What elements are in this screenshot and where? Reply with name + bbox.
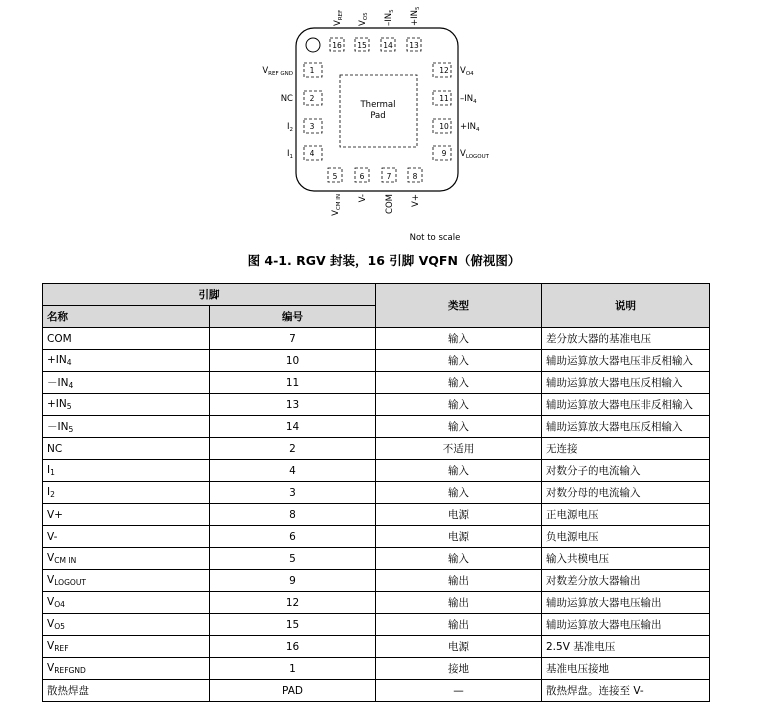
pin-name-cell — [43, 328, 210, 350]
pin-name-cell — [43, 526, 210, 548]
pin-label-left: $I_1$ — [286, 149, 293, 160]
table-header-row — [43, 284, 710, 306]
pin-description-cell: 基准电压接地 — [542, 658, 710, 680]
table-row — [43, 636, 710, 658]
pin-description-cell: 2.5V 基准电压 — [542, 636, 710, 658]
pin-description-cell: 辅助运算放大器电压反相输入 — [542, 372, 710, 394]
pin-label-bottom: $V_{CM IN}$ — [331, 194, 342, 216]
pin-label-top: $-IN_5$ — [384, 9, 395, 26]
pin-name: V — [47, 596, 55, 609]
pin-type-cell: 输入 — [376, 548, 542, 570]
pin-label-left: $I_2$ — [286, 122, 293, 133]
pin-type-cell: 输入 — [376, 416, 542, 438]
pin-label-right: $V_{LOGOUT}$ — [460, 149, 490, 160]
pin-number: 5 — [332, 172, 338, 181]
scale-note: Not to scale — [409, 233, 461, 243]
pin-name: V — [47, 552, 55, 565]
pin-number-cell: 13 — [210, 394, 376, 416]
pin-name-cell — [43, 460, 210, 482]
pin-type-cell: 输入 — [376, 328, 542, 350]
pin-name-cell — [43, 438, 210, 460]
pin-name-subscript: 2 — [50, 489, 55, 499]
pin-number-cell: 11 — [210, 372, 376, 394]
pin-label-top: $V_{REF}$ — [333, 9, 344, 26]
pin-number-cell: 1 — [210, 658, 376, 680]
pin-description-cell: 辅助运算放大器电压输出 — [542, 614, 710, 636]
pin-type-cell: 电源 — [376, 636, 542, 658]
pin-name-subscript: O5 — [54, 621, 65, 631]
pin-name-cell — [43, 350, 210, 372]
pin-name-subscript: 1 — [50, 467, 55, 477]
header-description: 说明 — [542, 284, 710, 328]
pin-name: V — [47, 662, 55, 675]
pin-name-cell — [43, 680, 210, 702]
table-row — [43, 504, 710, 526]
pin-description-cell: 辅助运算放大器电压非反相输入 — [542, 394, 710, 416]
table-row — [43, 658, 710, 680]
pin-number: 15 — [357, 41, 367, 50]
pin-number-cell: 9 — [210, 570, 376, 592]
pin-number-cell: 7 — [210, 328, 376, 350]
pin-number-cell: 4 — [210, 460, 376, 482]
pin-name-cell — [43, 372, 210, 394]
pin-label-top: $V_{O5}$ — [358, 12, 369, 26]
table-row — [43, 548, 710, 570]
pin-name: －IN — [47, 421, 69, 433]
pin-number-cell: PAD — [210, 680, 376, 702]
pin-name-subscript: REFGND — [54, 665, 86, 675]
thermal-pad-label: Thermal — [360, 100, 396, 110]
table-row — [43, 372, 710, 394]
pin-name-subscript: CM IN — [54, 555, 77, 565]
pin-description-cell: 对数分子的电流输入 — [542, 460, 710, 482]
pin-number: 6 — [359, 172, 365, 181]
pin-number-cell: 5 — [210, 548, 376, 570]
pin-label-bottom: COM — [385, 194, 395, 214]
pin1-marker — [306, 38, 320, 52]
pin-name: 散热焊盘 — [47, 685, 89, 697]
pin-number-cell: 6 — [210, 526, 376, 548]
pin-description-cell: 无连接 — [542, 438, 710, 460]
pin-name: NC — [47, 442, 63, 455]
pin-number: 4 — [309, 149, 315, 158]
table-row — [43, 592, 710, 614]
pin-name: V- — [47, 530, 58, 543]
pin-number-cell: 10 — [210, 350, 376, 372]
pin-name-cell — [43, 548, 210, 570]
pin-number-cell: 8 — [210, 504, 376, 526]
pin-type-cell: 输出 — [376, 614, 542, 636]
header-number: 编号 — [210, 306, 376, 328]
table-row — [43, 526, 710, 548]
header-name: 名称 — [43, 306, 210, 328]
table-row — [43, 680, 710, 702]
pin-label-bottom: V- — [358, 194, 368, 203]
pin-name: V+ — [47, 508, 63, 521]
table-row — [43, 394, 710, 416]
pin-description-cell: 对数分母的电流输入 — [542, 482, 710, 504]
header-type: 类型 — [376, 284, 542, 328]
pin-number: 10 — [439, 122, 449, 131]
pin-description-cell: 辅助运算放大器电压非反相输入 — [542, 350, 710, 372]
pin-type-cell: 输出 — [376, 570, 542, 592]
pin-description-cell: 散热焊盘。连接至 V- — [542, 680, 710, 702]
pin-label-right: $V_{O4}$ — [460, 66, 474, 77]
pin-description-cell: 差分放大器的基准电压 — [542, 328, 710, 350]
pin-label-bottom: V+ — [411, 194, 421, 207]
pin-label-top: $+IN_5$ — [410, 6, 421, 26]
pin-name-subscript: REF — [54, 643, 69, 653]
pin-number: 3 — [309, 122, 315, 131]
pin-name: V — [47, 618, 55, 631]
pin-description-cell: 负电源电压 — [542, 526, 710, 548]
pin-type-cell: 电源 — [376, 526, 542, 548]
pin-number-cell: 12 — [210, 592, 376, 614]
pin-name-subscript: LOGOUT — [54, 577, 86, 587]
pin-number: 16 — [332, 41, 342, 50]
pin-name-cell — [43, 636, 210, 658]
table-row — [43, 350, 710, 372]
pin-name: V — [47, 640, 55, 653]
pin-number: 8 — [412, 172, 418, 181]
pin-number: 9 — [441, 149, 447, 158]
pin-name-subscript: 4 — [66, 357, 72, 367]
table-body — [43, 328, 710, 702]
pin-label-right: $-IN_4$ — [460, 94, 477, 105]
table-row — [43, 328, 710, 350]
pin-name-cell — [43, 504, 210, 526]
thermal-pad-label: Pad — [370, 111, 386, 121]
pin-name-subscript: 5 — [68, 424, 74, 434]
pin-number: 14 — [383, 41, 393, 50]
pin-name-cell — [43, 416, 210, 438]
pin-name-subscript: 5 — [66, 401, 72, 411]
pin-type-cell: 接地 — [376, 658, 542, 680]
pin-functions-table — [42, 283, 710, 702]
pin-name: COM — [47, 332, 72, 345]
pin-type-cell: 输出 — [376, 592, 542, 614]
pin-type-cell: 不适用 — [376, 438, 542, 460]
pin-description-cell: 正电源电压 — [542, 504, 710, 526]
pin-name: I — [47, 464, 51, 477]
pin-type-cell: — — [376, 680, 542, 702]
pin-description-cell: 辅助运算放大器电压输出 — [542, 592, 710, 614]
pin-name: V — [47, 574, 55, 587]
pin-name: I — [47, 486, 51, 499]
pin-name: －IN — [47, 377, 69, 389]
pin-type-cell: 输入 — [376, 482, 542, 504]
pin-description-cell: 辅助运算放大器电压反相输入 — [542, 416, 710, 438]
pin-name: +IN — [47, 398, 67, 411]
pin-label-right: $+IN_4$ — [460, 122, 480, 133]
pin-number: 13 — [409, 41, 419, 50]
pin-description-cell: 对数差分放大器输出 — [542, 570, 710, 592]
pin-name-cell — [43, 394, 210, 416]
pin-type-cell: 输入 — [376, 372, 542, 394]
pin-type-cell: 输入 — [376, 350, 542, 372]
pin-name-subscript: 4 — [68, 380, 74, 390]
pin-number-cell: 14 — [210, 416, 376, 438]
pin-number: 11 — [439, 94, 449, 103]
figure-caption: 图 4-1. RGV 封装，16 引脚 VQFN（俯视图） — [247, 253, 521, 268]
package-diagram — [0, 0, 768, 245]
pin-number: 7 — [386, 172, 392, 181]
pin-name: +IN — [47, 354, 67, 367]
pin-name-cell — [43, 658, 210, 680]
pin-number: 1 — [309, 66, 315, 75]
pin-name-cell — [43, 570, 210, 592]
pin-number: 12 — [439, 66, 449, 75]
pin-name-cell — [43, 614, 210, 636]
pin-label-left: NC — [280, 94, 293, 104]
table-row — [43, 570, 710, 592]
table-row — [43, 416, 710, 438]
pin-number-cell: 2 — [210, 438, 376, 460]
pin-description-cell: 输入共模电压 — [542, 548, 710, 570]
table-row — [43, 438, 710, 460]
pin-name-cell — [43, 482, 210, 504]
pin-number: 2 — [309, 94, 315, 103]
pin-name-subscript: O4 — [54, 599, 65, 609]
pin-number-cell: 16 — [210, 636, 376, 658]
pin-number-cell: 15 — [210, 614, 376, 636]
table-row — [43, 614, 710, 636]
header-pin-group: 引脚 — [43, 284, 376, 306]
pin-name-cell — [43, 592, 210, 614]
pin-type-cell: 输入 — [376, 460, 542, 482]
pin-type-cell: 电源 — [376, 504, 542, 526]
pin-label-left: $V_{REF GND}$ — [262, 66, 293, 77]
pin-number-cell: 3 — [210, 482, 376, 504]
pin-type-cell: 输入 — [376, 394, 542, 416]
table-row — [43, 482, 710, 504]
table-row — [43, 460, 710, 482]
